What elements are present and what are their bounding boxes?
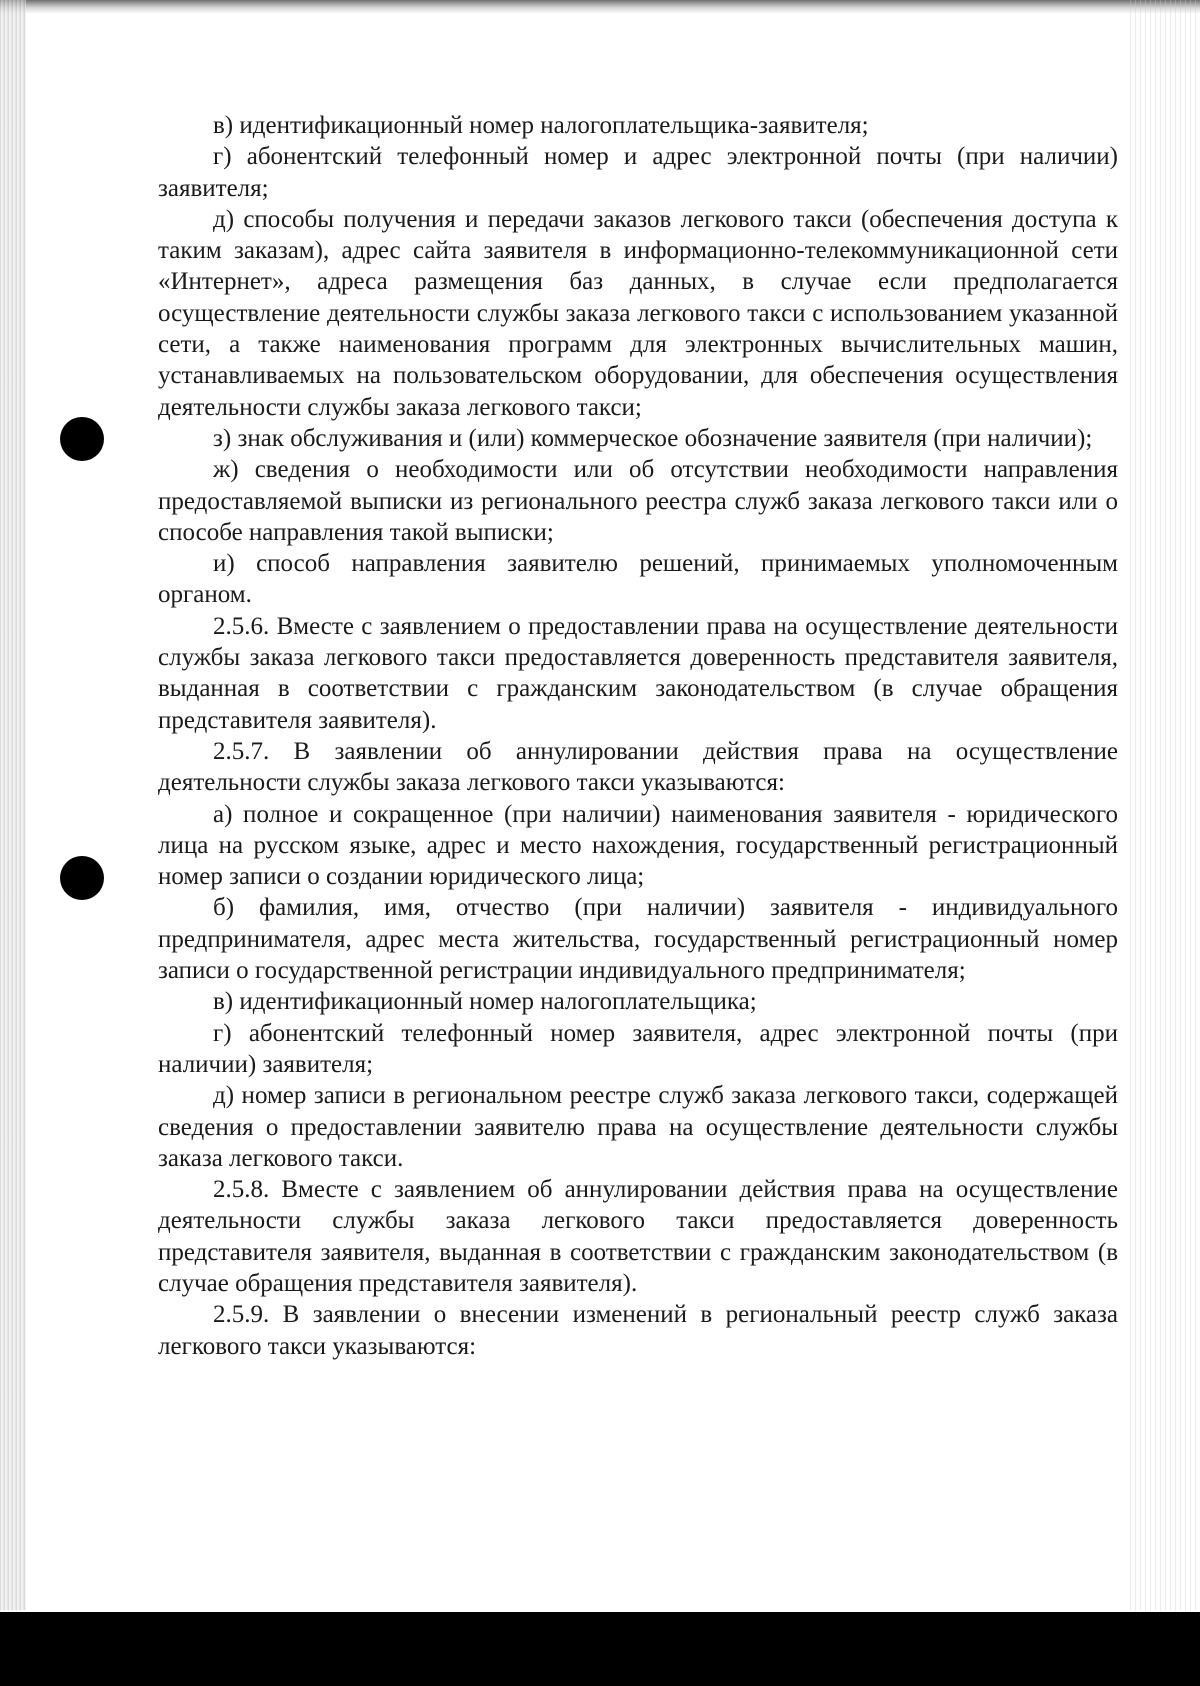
paragraph: 2.5.6. Вместе с заявлением о предоставлении права на осуществление деятельности службы заказа легкового такси предоставляется доверенность представителя заявителя, выданная в соответствии с гражданским законодательством (в случае обращения представителя заявителя). <box>158 612 1118 734</box>
punch-hole-lower <box>60 856 104 900</box>
paragraph: 2.5.7. В заявлении об аннулировании действия права на осуществление деятельности службы заказа легкового такси указываются: <box>158 737 1118 797</box>
punch-hole-upper <box>60 417 104 461</box>
paragraph: г) абонентский телефонный номер и адрес электронной почты (при наличии) заявителя; <box>158 143 1118 202</box>
paragraph: и) способ направления заявителю решений, принимаемых уполномоченным органом. <box>158 550 1118 609</box>
paragraph: а) полное и сокращенное (при наличии) наименования заявителя - юридического лица на русском языке, адрес и место нахождения, государственный регистрационный номер записи о создании юридического лица; <box>158 800 1118 891</box>
paragraph: з) знак обслуживания и (или) коммерческое обозначение заявителя (при наличии); <box>213 424 1093 452</box>
paragraph: б) фамилия, имя, отчество (при наличии) заявителя - индивидуального предпринимателя, адрес места жительства, государственный регистрационный номер записи о государственной регистрации индивидуального предпринимателя; <box>158 894 1118 985</box>
scan-top-edge <box>0 0 1200 14</box>
paragraph: 2.5.8. Вместе с заявлением об аннулировании действия права на осуществление деятельности службы заказа легкового такси предоставляется доверенность представителя заявителя, выданная в соответствии с гражданским законодательством (в случае обращения представителя заявителя). <box>158 1176 1118 1297</box>
paragraph: в) идентификационный номер налогоплательщика-заявителя; <box>213 112 869 139</box>
paragraph: ж) сведения о необходимости или об отсутствии необходимости направления предоставляемой выписки из регионального реестра служб заказа легкового такси или о способе направления такой выписки; <box>158 456 1118 546</box>
paragraph: д) способы получения и передачи заказов легкового такси (обеспечения доступа к таким заказам), адрес сайта заявителя в информационно-телекоммуникационной сети «Интернет», адреса размещения баз данных, в случае если предполагается осуществление деятельности службы заказа легкового такси с использованием указанной сети, а также наименования программ для электронных вычислительных машин, устанавливаемых на пользовательском оборудовании, для обеспечения осуществления деятельности службы заказа легкового такси; <box>158 205 1118 421</box>
paragraph: г) абонентский телефонный номер заявителя, адрес электронной почты (при наличии) заявителя; <box>158 1019 1118 1078</box>
document-body <box>158 110 1118 1362</box>
scan-left-edge <box>0 0 26 1610</box>
scan-bottom-border <box>0 1612 1200 1686</box>
scan-right-edge <box>1130 0 1200 1610</box>
paragraph: в) идентификационный номер налогоплательщика; <box>213 988 757 1016</box>
paragraph: д) номер записи в региональном реестре служб заказа легкового такси, содержащей сведения о предоставлении заявителю права на осуществление деятельности службы заказа легкового такси. <box>158 1082 1118 1172</box>
paragraph: 2.5.9. В заявлении о внесении изменений в региональный реестр служб заказа легкового такси указываются: <box>158 1301 1118 1360</box>
